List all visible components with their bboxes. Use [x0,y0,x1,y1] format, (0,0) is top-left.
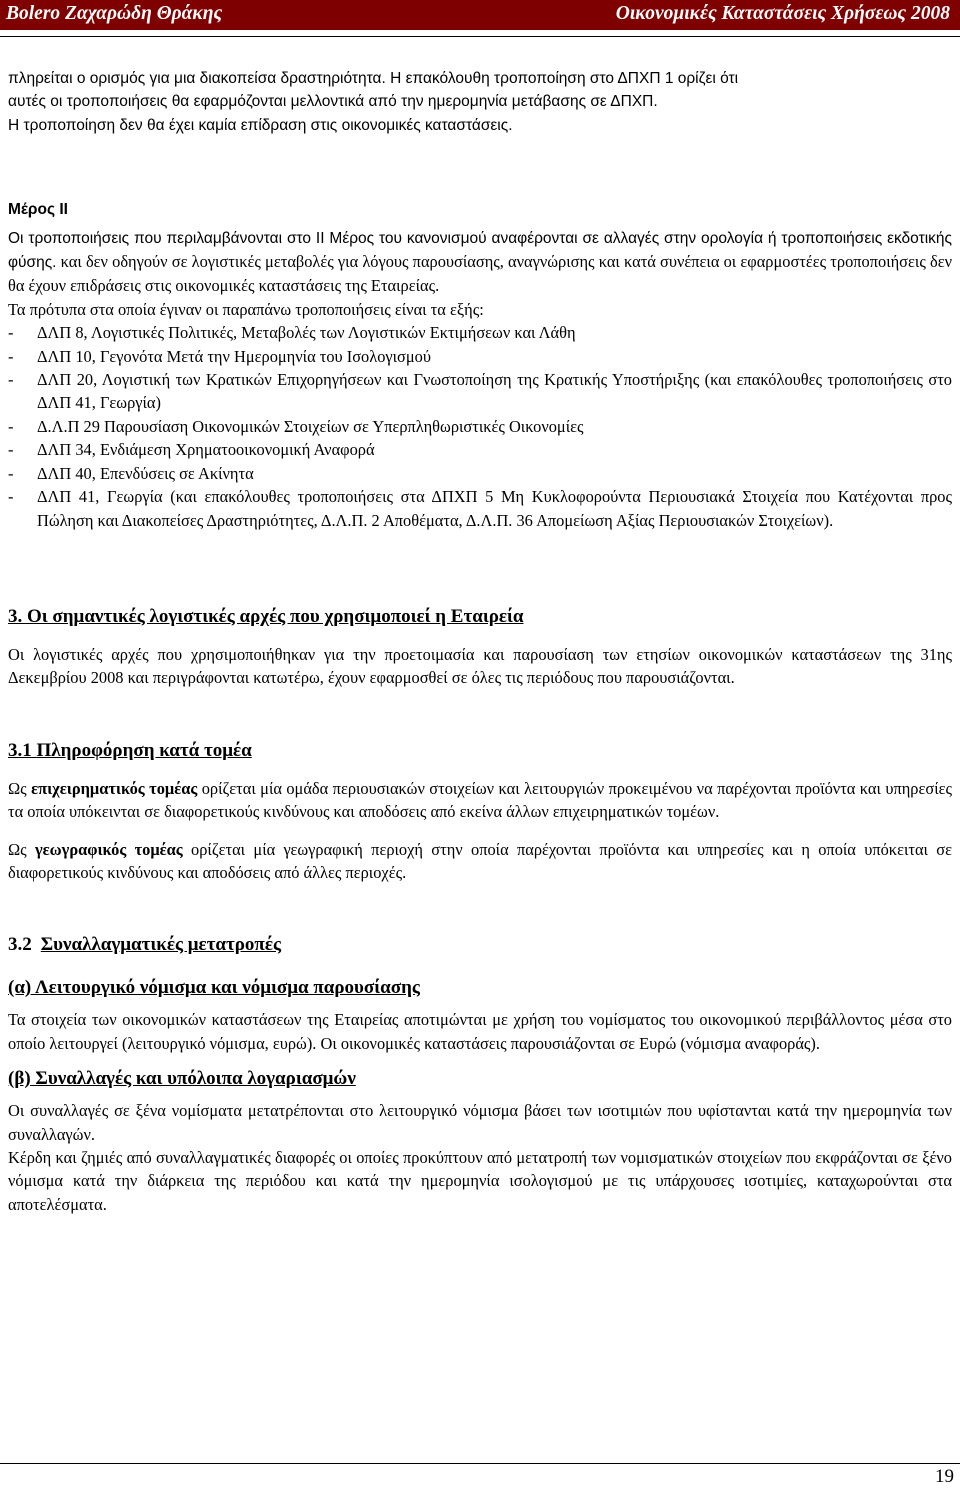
transactions-paragraph-2: Κέρδη και ζημιές από συναλλαγματικές διαφορές οι οποίες προκύπτουν από μετατροπή των νομισματικών στοιχείων που εκφράζονται σε ξένο νόμισμα κατά την διάρκεια της περιόδου και κατά την ημερομηνία ισολογισμού με τις υπάρχουσες ισοτιμίες, καταχωρούνται στα αποτελέσματα. [8,1147,952,1214]
part2-paragraph [8,226,952,298]
geographic-segment-term: γεωγραφικός τομέας [35,839,183,859]
part2-title: Μέρος ΙΙ [8,201,68,219]
intro-line-1: πληρείται ο ορισμός για μια διακοπείσα δραστηριότητα. Η επακόλουθη τροποποίηση στο ΔΠΧΠ 1 ορίζει ότι [8,70,739,87]
part2-text-rest: και δεν οδηγούν σε λογιστικές μεταβολές για λόγους παρουσίασης, αναγνώρισης και κατά συνέπεια οι εφαρμοστέες τροποποιήσεις δεν θα έχουν επιδράσεις στις οικονομικές καταστάσεις της Εταιρείας. [8,252,952,296]
section-3-heading: 3. Οι σημαντικές λογιστικές αρχές που χρησιμοποιεί η Εταιρεία [8,605,524,627]
page-number: 19 [935,1466,954,1487]
section-3-paragraph: Οι λογιστικές αρχές που χρησιμοποιήθηκαν για την προετοιμασία και παρουσίαση των ετησίων οικονομικών καταστάσεων της 31ης Δεκεμβρίου 2008 και περιγράφονται κατωτέρω, έχουν εφαρμοσθεί σε όλες τις περιόδους που παρουσιάζονται. [8,644,952,688]
transactions-paragraph-1: Οι συναλλαγές σε ξένα νομίσματα μετατρέπονται στο λειτουργικό νόμισμα βάσει των ισοτιμιών που υφίστανται κατά την ημερομηνία των συναλλαγών. [8,1101,952,1144]
business-segment-paragraph: Ως επιχειρηματικός τομέας ορίζεται μία ομάδα περιουσιακών στοιχείων και λειτουργιών προκειμένου να παρέχονται προϊόντα και υπηρεσίες τα οποία υπόκεινται σε διαφορετικούς κινδύνους και αποδόσεις από εκείνα άλλων επιχειρηματικών τομέων. [8,778,952,822]
section-3-2-title: Συναλλαγματικές μετατροπές [40,934,281,956]
intro-paragraph [8,67,952,137]
list-item: - ΔΛΠ 8, Λογιστικές Πολιτικές, Μεταβολές των Λογιστικών Εκτιμήσεων και Λάθη [8,323,576,343]
functional-currency-heading: (α) Λειτουργικό νόμισμα και νόμισμα παρουσίασης [8,977,420,999]
list-item: - ΔΛΠ 40, Επενδύσεις σε Ακίνητα [8,463,254,483]
intro-line-2: αυτές οι τροποποιήσεις θα εφαρμόζονται μελλοντικά από την ημερομηνία μετάβασης σε ΔΠΧΠ. [8,93,658,111]
list-item: - Δ.Λ.Π 29 Παρουσίαση Οικονομικών Στοιχείων σε Υπερπληθωριστικές Οικονομίες [8,416,584,436]
list-item: - ΔΛΠ 41, Γεωργία (και επακόλουθες τροποποιήσεις στα ΔΠΧΠ 5 Μη Κυκλοφορούντα Περιουσιακά Στοιχεία που Κατέχονται προς Πώληση και Διακοπείσες Δραστηριότητες, Δ.Λ.Π. 2 Αποθέματα, Δ.Λ.Π. 36 Απομείωση Αξίας Περιουσιακών Στοιχείων). [8,487,952,530]
header-company: Bolero Ζαχαρώδη Θράκης [6,3,223,24]
header-rule [0,36,960,37]
list-item: - ΔΛΠ 20, Λογιστική των Κρατικών Επιχορηγήσεων και Γνωστοποίηση της Κρατικής Υποστήριξης (και επακόλουθες τροποποιήσεις στο ΔΛΠ 41, Γεωργία) [8,370,952,413]
part2-text-sans: Οι τροποποιήσεις που περιλαμβάνονται στο ΙΙ Μέρος του κανονισμού αναφέρονται σε αλλαγές στην ορολογία ή τροποποιήσεις εκδοτικής φύσης. [8,229,952,272]
header-report-title: Οικονομικές Καταστάσεις Χρήσεως 2008 [615,3,950,24]
standards-intro: Τα πρότυπα στα οποία έγιναν οι παραπάνω τροποποιήσεις είναι τα εξής: [8,299,484,319]
footer-rule [0,1463,960,1464]
list-item: - ΔΛΠ 10, Γεγονότα Μετά την Ημερομηνία του Ισολογισμού [8,346,431,366]
section-3-2-heading [8,933,952,957]
intro-line-3: Η τροποποίηση δεν θα έχει καμία επίδραση στις οικονομικές καταστάσεις. [8,116,513,134]
standards-list [8,321,952,532]
transactions-heading: (β) Συναλλαγές και υπόλοιπα λογαριασμών [8,1068,356,1090]
page-header [0,0,960,30]
functional-currency-paragraph: Τα στοιχεία των οικονομικών καταστάσεων της Εταιρείας αποτιμώνται με χρήση του νομίσματος του οικονομικού περιβάλλοντος μέσα στο οποίο λειτουργεί (λειτουργικό νόμισμα, ευρώ). Οι οικονομικές καταστάσεις παρουσιάζονται σε Ευρώ (νόμισμα αναφοράς). [8,1010,952,1053]
geographic-segment-paragraph: Ως γεωγραφικός τομέας ορίζεται μία γεωγραφική περιοχή στην οποία παρέχονται προϊόντα και υπηρεσίες και η οποία υπόκειται σε διαφορετικούς κινδύνους και αποδόσεις από άλλες περιοχές. [8,839,952,882]
page-content [8,67,952,1216]
section-3-1-heading: 3.1 Πληροφόρηση κατά τομέα [8,739,252,761]
business-segment-term: επιχειρηματικός τομέας [31,778,198,798]
section-3-2-number: 3.2 [8,934,32,956]
list-item: - ΔΛΠ 34, Ενδιάμεση Χρηματοοικονομική Αναφορά [8,440,375,460]
